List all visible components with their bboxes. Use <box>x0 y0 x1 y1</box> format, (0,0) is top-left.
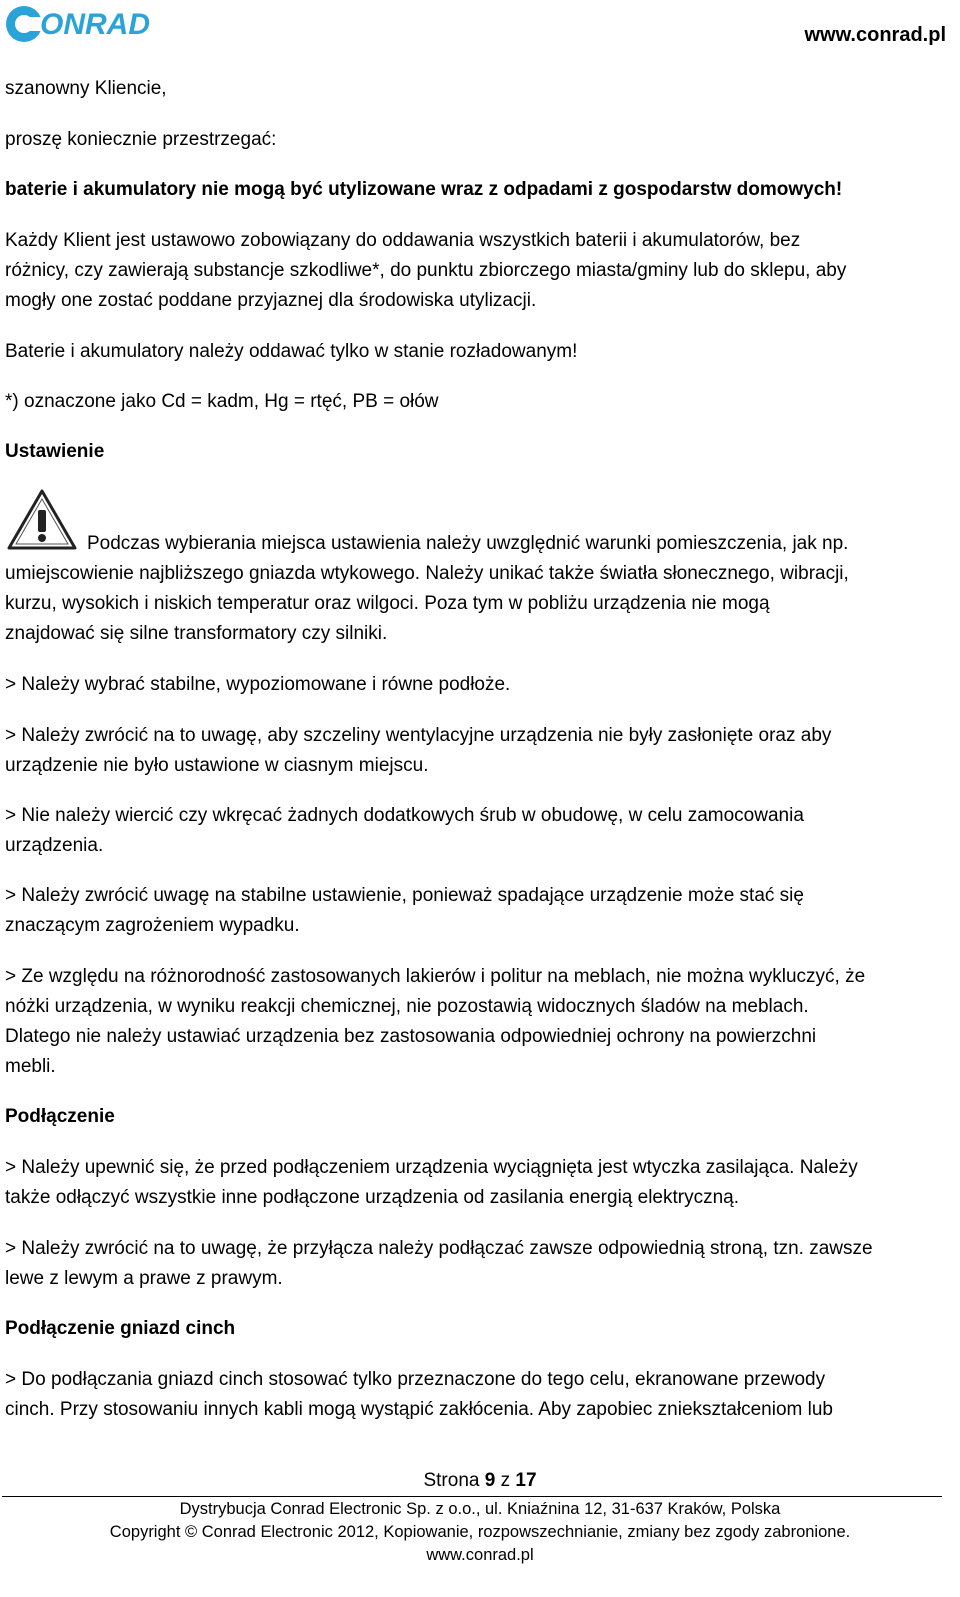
connection-item-line: także odłączyć wszystkie inne podłączone urządzenia od zasilania energią elektryczną. <box>5 1187 740 1208</box>
setup-item-line: > Należy zwrócić uwagę na stabilne ustawienie, ponieważ spadające urządzenie może stać się <box>5 885 804 906</box>
setup-item-line: znaczącym zagrożeniem wypadku. <box>5 915 300 936</box>
conrad-logo <box>4 2 162 46</box>
battery-warning: baterie i akumulatory nie mogą być utylizowane wraz z odpadami z gospodarstw domowych! <box>5 179 843 200</box>
setup-item-line: nóżki urządzenia, w wyniku reakcji chemicznej, nie pozostawią widocznych śladów na meblach. <box>5 996 809 1017</box>
setup-para-line: umiejscowienie najbliższego gniazda wtykowego. Należy unikać także światła słonecznego, wibracji, <box>5 563 849 584</box>
setup-item-line: Dlatego nie należy ustawiać urządzenia bez zastosowania odpowiedniej ochrony na powierzchni <box>5 1026 817 1047</box>
connection-item-line: > Należy upewnić się, że przed podłączeniem urządzenia wyciągnięta jest wtyczka zasilająca. Należy <box>5 1157 858 1178</box>
discharged-note: Baterie i akumulatory należy oddawać tylko w stanie rozładowanym! <box>5 341 578 362</box>
setup-item-line: urządzenie nie było ustawione w ciasnym miejscu. <box>5 755 429 776</box>
page-prefix: Strona <box>423 1470 480 1491</box>
setup-item-line: urządzenia. <box>5 835 104 856</box>
heading-setup: Ustawienie <box>5 441 105 462</box>
battery-para-line: mogły one zostać poddane przyjaznej dla środowiska utylizacji. <box>5 290 537 311</box>
page-separator: z <box>500 1470 511 1491</box>
cinch-para-line: cinch. Przy stosowaniu innych kabli mogą wystąpić zakłócenia. Aby zapobiec zniekształceniom lub <box>5 1399 833 1420</box>
setup-item-line: > Ze względu na różnorodność zastosowanych lakierów i politur na meblach, nie można wykluczyć, że <box>5 966 866 987</box>
setup-item-line: mebli. <box>5 1056 56 1077</box>
footer-distributor: Dystrybucja Conrad Electronic Sp. z o.o., ul. Kniaźnina 12, 31-637 Kraków, Polska <box>179 1500 781 1518</box>
setup-para-line: Podczas wybierania miejsca ustawienia należy uwzględnić warunki pomieszczenia, jak np. <box>87 533 849 554</box>
battery-para-line: Każdy Klient jest ustawowo zobowiązany do oddawania wszystkich baterii i akumulatorów, bez <box>5 230 801 251</box>
greeting: szanowny Kliencie, <box>5 78 167 99</box>
footer-divider <box>2 1496 942 1497</box>
footer-url: www.conrad.pl <box>426 1546 534 1564</box>
heading-cinch: Podłączenie gniazd cinch <box>5 1318 236 1339</box>
footnote: *) oznaczone jako Cd = kadm, Hg = rtęć, PB = ołów <box>5 391 439 412</box>
page-total: 17 <box>515 1470 537 1491</box>
connection-item-line: > Należy zwrócić na to uwagę, że przyłącza należy podłączać zawsze odpowiednią stroną, tzn. zawsze <box>5 1238 873 1259</box>
battery-para-line: różnicy, czy zawierają substancje szkodliwe*, do punktu zbiorczego miasta/gminy lub do sklepu, aby <box>5 260 847 281</box>
setup-para-line: znajdować się silne transformatory czy silniki. <box>5 623 388 644</box>
cinch-para-line: > Do podłączania gniazd cinch stosować tylko przeznaczone do tego celu, ekranowane przewody <box>5 1369 826 1390</box>
connection-item-line: lewe z lewym a prawe z prawym. <box>5 1268 283 1289</box>
header-site-url: www.conrad.pl <box>804 24 946 46</box>
page-number <box>0 1470 960 1492</box>
warning-triangle-icon <box>6 488 78 552</box>
setup-para-line: kurzu, wysokich i niskich temperatur oraz wilgoci. Poza tym w pobliżu urządzenia nie mogą <box>5 593 770 614</box>
setup-item-line: > Nie należy wiercić czy wkręcać żadnych dodatkowych śrub w obudowę, w celu zamocowania <box>5 805 804 826</box>
setup-item-line: > Należy zwrócić na to uwagę, aby szczeliny wentylacyjne urządzenia nie były zasłonięte oraz aby <box>5 725 832 746</box>
footer-copyright: Copyright © Conrad Electronic 2012, Kopiowanie, rozpowszechnianie, zmiany bez zgody zabronione. <box>109 1523 851 1541</box>
svg-text:ONRAD: ONRAD <box>40 8 150 41</box>
please-observe: proszę koniecznie przestrzegać: <box>5 129 277 150</box>
page-current: 9 <box>484 1470 496 1491</box>
heading-connection: Podłączenie <box>5 1106 115 1127</box>
setup-item-line: > Należy wybrać stabilne, wypoziomowane i równe podłoże. <box>5 674 511 695</box>
